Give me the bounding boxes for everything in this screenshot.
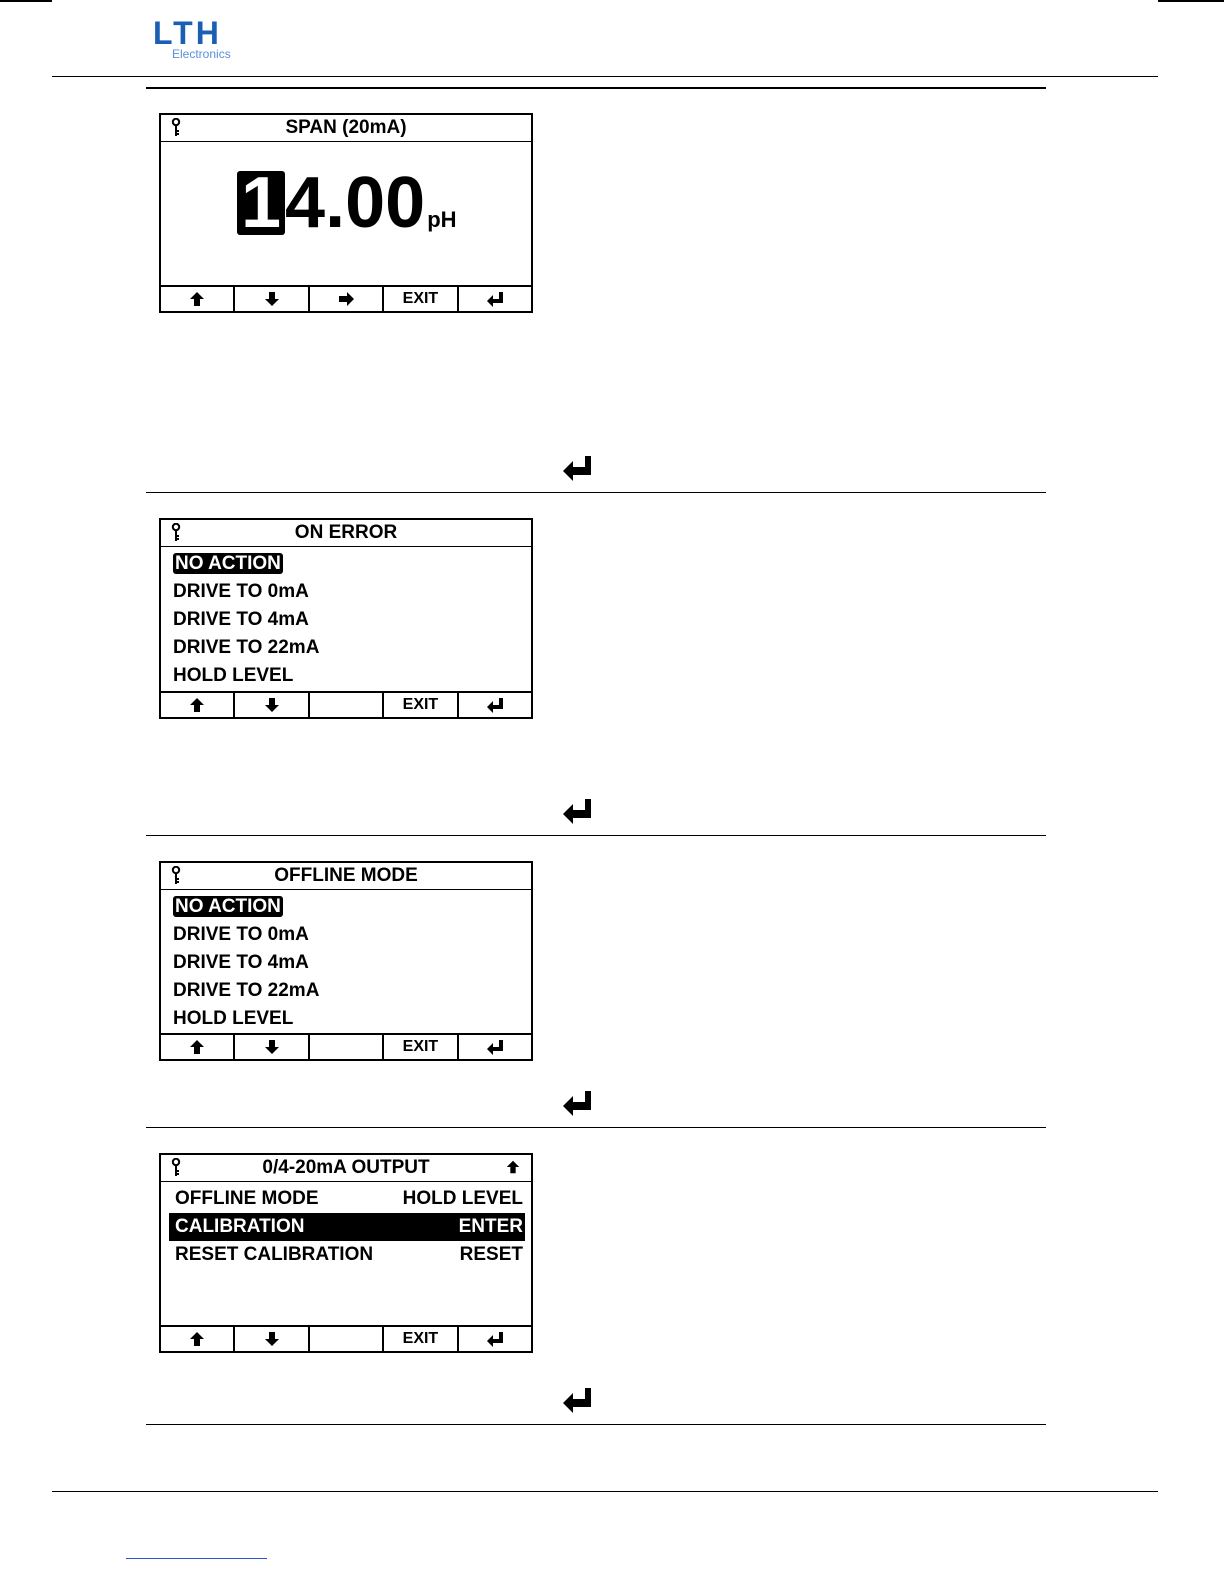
menu-list <box>169 1185 525 1269</box>
blank-softkey <box>310 693 384 717</box>
logo-main-text: LTH <box>153 15 222 51</box>
down-arrow-icon <box>263 1331 281 1347</box>
enter-icon <box>562 798 592 824</box>
down-softkey[interactable] <box>235 287 309 311</box>
right-arrow-icon <box>337 291 355 307</box>
corner-mark-right <box>1158 0 1224 2</box>
list-item[interactable]: DRIVE TO 22mA <box>173 637 320 658</box>
enter-icon <box>486 291 504 307</box>
list-item[interactable]: DRIVE TO 22mA <box>173 980 320 1001</box>
enter-icon <box>562 1387 592 1413</box>
company-logo <box>153 15 235 61</box>
list-item[interactable]: HOLD LEVEL <box>173 1008 294 1029</box>
screen-header <box>161 115 531 142</box>
offline-mode-screen <box>159 861 533 1061</box>
span-value <box>237 163 457 243</box>
exit-softkey[interactable]: EXIT <box>384 287 458 311</box>
logo-sub-text: Electronics <box>172 47 231 61</box>
value-unit: pH <box>427 207 457 232</box>
exit-softkey[interactable]: EXIT <box>384 693 458 717</box>
softkey-bar <box>161 691 531 717</box>
menu-row-offline-mode[interactable] <box>169 1185 525 1213</box>
list-item[interactable] <box>171 550 319 578</box>
menu-row-label: CALIBRATION <box>175 1216 305 1237</box>
value-cursor-digit: 1 <box>237 171 285 235</box>
list-item[interactable] <box>171 893 319 921</box>
down-softkey[interactable] <box>235 1035 309 1059</box>
up-arrow-icon <box>188 291 206 307</box>
value-digits: 4.00 <box>285 163 426 243</box>
corner-mark-left <box>0 0 52 2</box>
menu-row-value: RESET <box>459 1244 523 1265</box>
enter-icon <box>486 1039 504 1055</box>
softkey-bar <box>161 285 531 311</box>
right-softkey[interactable] <box>310 287 384 311</box>
down-arrow-icon <box>263 1039 281 1055</box>
menu-row-label: RESET CALIBRATION <box>175 1244 374 1265</box>
screen-header <box>161 863 531 890</box>
list-item[interactable]: DRIVE TO 0mA <box>173 924 309 945</box>
up-softkey[interactable] <box>161 287 235 311</box>
softkey-bar <box>161 1325 531 1351</box>
up-arrow-icon <box>505 1159 521 1175</box>
section-separator <box>146 835 1046 836</box>
key-icon <box>171 1158 181 1177</box>
key-icon <box>171 523 181 542</box>
up-arrow-icon <box>188 1039 206 1055</box>
up-softkey[interactable] <box>161 1035 235 1059</box>
footer-link-underline <box>126 1558 267 1559</box>
footer-rule <box>52 1491 1158 1492</box>
option-list <box>171 550 319 690</box>
enter-softkey[interactable] <box>459 1327 531 1351</box>
up-arrow-icon <box>188 1331 206 1347</box>
menu-row-value: HOLD LEVEL <box>402 1188 523 1209</box>
option-label: NO ACTION <box>175 896 281 917</box>
exit-softkey[interactable]: EXIT <box>384 1035 458 1059</box>
menu-row-label: OFFLINE MODE <box>175 1188 319 1209</box>
down-softkey[interactable] <box>235 1327 309 1351</box>
option-label: NO ACTION <box>175 553 281 574</box>
enter-softkey[interactable] <box>459 1035 531 1059</box>
screen-header <box>161 1155 531 1182</box>
exit-softkey[interactable]: EXIT <box>384 1327 458 1351</box>
down-arrow-icon <box>263 291 281 307</box>
key-icon <box>171 866 181 885</box>
enter-icon <box>562 455 592 481</box>
enter-icon <box>486 1331 504 1347</box>
list-item[interactable]: HOLD LEVEL <box>173 665 294 686</box>
screen-title: SPAN (20mA) <box>285 117 407 138</box>
up-softkey[interactable] <box>161 1327 235 1351</box>
enter-softkey[interactable] <box>459 693 531 717</box>
menu-row-reset-calibration[interactable] <box>169 1241 525 1269</box>
menu-row-calibration[interactable] <box>169 1213 525 1241</box>
blank-softkey <box>310 1035 384 1059</box>
key-icon <box>171 118 181 137</box>
span-screen <box>159 113 533 313</box>
softkey-bar <box>161 1033 531 1059</box>
header-rule <box>52 76 1158 77</box>
on-error-screen <box>159 518 533 719</box>
screen-title: OFFLINE MODE <box>274 865 418 886</box>
down-arrow-icon <box>263 697 281 713</box>
menu-row-value: ENTER <box>458 1216 523 1237</box>
section-separator <box>146 87 1046 89</box>
enter-icon <box>486 697 504 713</box>
list-item[interactable]: DRIVE TO 4mA <box>173 609 309 630</box>
screen-title: 0/4-20mA OUTPUT <box>262 1157 430 1178</box>
output-menu-screen <box>159 1153 533 1353</box>
screen-header <box>161 520 531 547</box>
up-softkey[interactable] <box>161 693 235 717</box>
section-separator <box>146 492 1046 493</box>
down-softkey[interactable] <box>235 693 309 717</box>
option-list <box>171 893 319 1033</box>
section-separator <box>146 1424 1046 1425</box>
enter-icon <box>562 1090 592 1116</box>
up-arrow-icon <box>188 697 206 713</box>
blank-softkey <box>310 1327 384 1351</box>
list-item[interactable]: DRIVE TO 4mA <box>173 952 309 973</box>
section-separator <box>146 1127 1046 1128</box>
list-item[interactable]: DRIVE TO 0mA <box>173 581 309 602</box>
enter-softkey[interactable] <box>459 287 531 311</box>
screen-title: ON ERROR <box>294 522 398 543</box>
